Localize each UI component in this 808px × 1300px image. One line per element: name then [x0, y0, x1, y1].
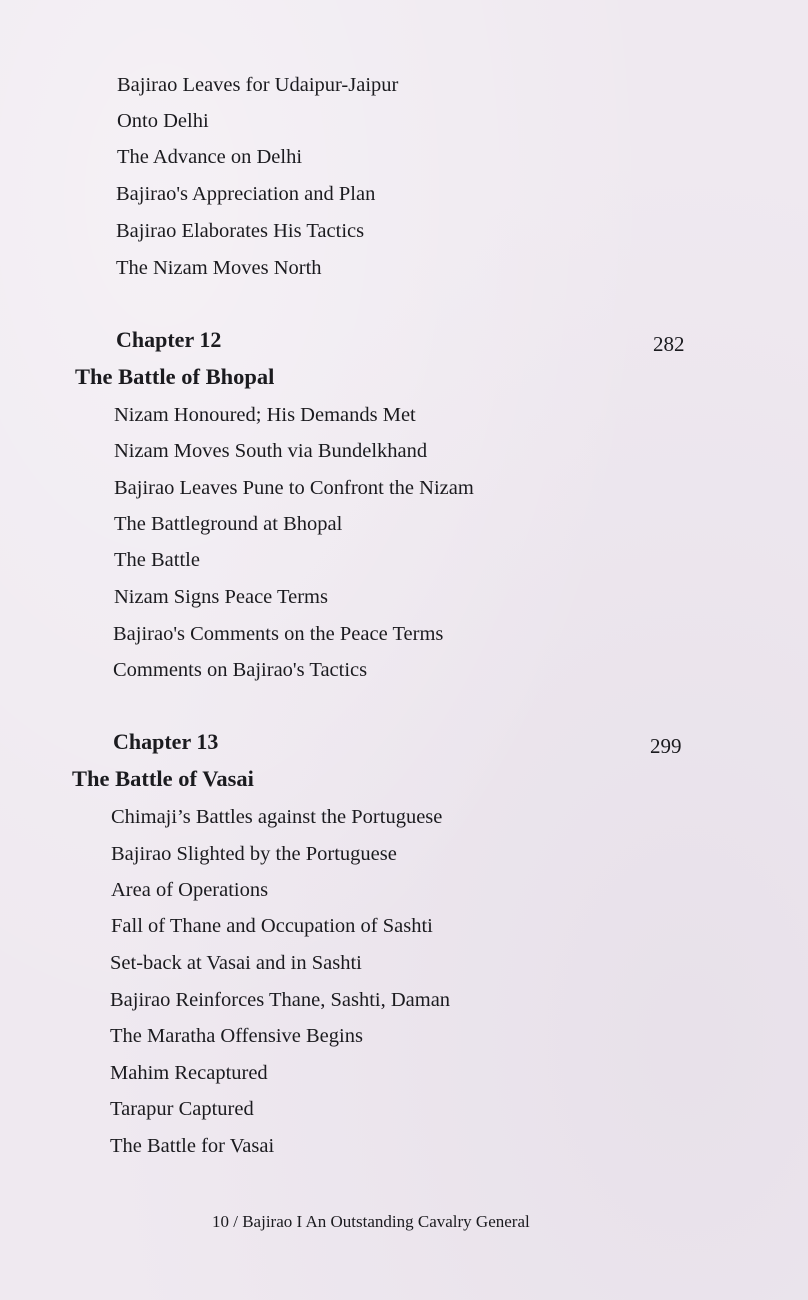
toc-entry: Onto Delhi: [117, 110, 209, 132]
toc-entry: Bajirao's Comments on the Peace Terms: [113, 623, 444, 645]
chapter-12-label: Chapter 12: [116, 327, 222, 352]
toc-entry: The Advance on Delhi: [117, 146, 303, 168]
toc-entry: The Maratha Offensive Begins: [110, 1025, 363, 1047]
toc-entry: The Battle for Vasai: [110, 1135, 275, 1157]
toc-entry: Nizam Moves South via Bundelkhand: [114, 440, 428, 462]
chapter-13-title: The Battle of Vasai: [72, 766, 254, 791]
toc-entry: Nizam Honoured; His Demands Met: [114, 404, 416, 426]
toc-entry: Bajirao Reinforces Thane, Sashti, Daman: [110, 989, 451, 1011]
toc-entry: Area of Operations: [111, 879, 269, 901]
toc-entry: Bajirao Slighted by the Portuguese: [111, 843, 397, 865]
toc-entry: Nizam Signs Peace Terms: [114, 586, 328, 608]
toc-entry: Chimaji’s Battles against the Portuguese: [111, 806, 443, 828]
chapter-12-title: The Battle of Bhopal: [75, 364, 275, 389]
toc-entry: Tarapur Captured: [110, 1098, 254, 1120]
toc-entry: Bajirao Leaves for Udaipur-Jaipur: [117, 74, 399, 96]
toc-entry: Fall of Thane and Occupation of Sashti: [111, 915, 433, 937]
toc-entry: Bajirao Elaborates His Tactics: [116, 220, 365, 242]
toc-entry: Bajirao Leaves Pune to Confront the Nizam: [114, 477, 474, 499]
toc-entry: Comments on Bajirao's Tactics: [113, 659, 368, 681]
toc-entry: The Nizam Moves North: [116, 257, 322, 279]
chapter-13-label: Chapter 13: [113, 729, 219, 754]
page-footer: 10 / Bajirao I An Outstanding Cavalry General: [212, 1212, 530, 1231]
toc-entry: Set-back at Vasai and in Sashti: [110, 952, 362, 974]
toc-entry: Bajirao's Appreciation and Plan: [116, 183, 376, 205]
chapter-12-page-number: 282: [653, 332, 685, 356]
toc-entry: Mahim Recaptured: [110, 1062, 268, 1084]
toc-entry: The Battle: [114, 549, 200, 571]
toc-entry: The Battleground at Bhopal: [114, 513, 343, 535]
chapter-13-page-number: 299: [650, 734, 682, 758]
